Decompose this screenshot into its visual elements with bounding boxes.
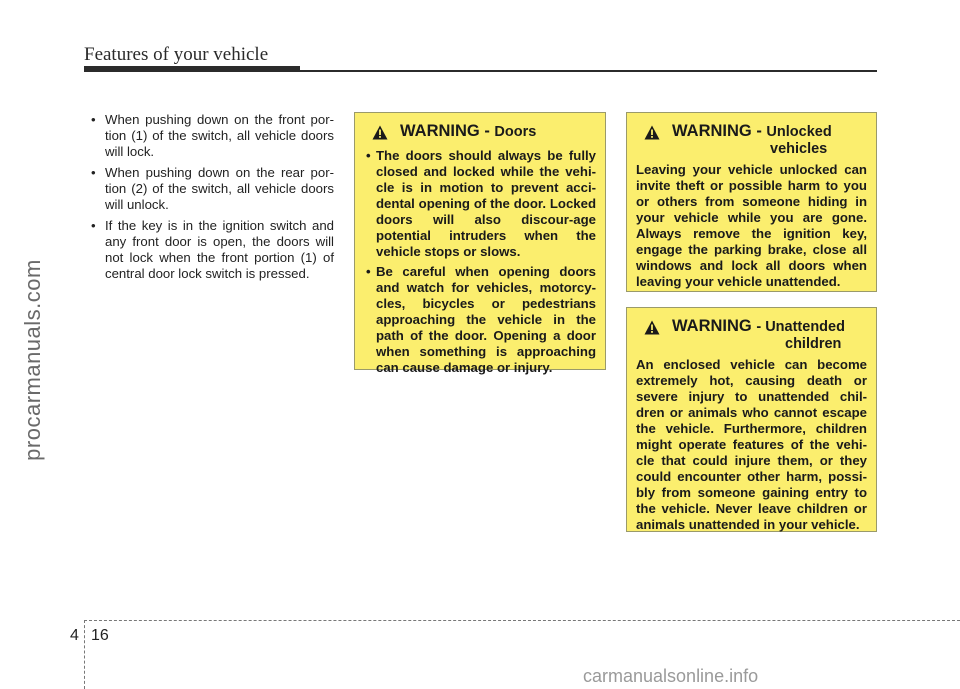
warning-box-unlocked-vehicles xyxy=(626,112,877,292)
warning-box-doors xyxy=(354,112,606,375)
warning-item: • The doors should always be fully closed and locked while the vehi-cle is in motion to prevent acci-dental opening of the door. Locked doors will also discour-age potential intruders when the vehicle stops or slows. xyxy=(364,148,596,260)
side-watermark: procarmanuals.com xyxy=(20,259,45,461)
door-lock-bullets xyxy=(84,112,334,287)
warning-subject-line2: vehicles xyxy=(770,141,828,157)
warning-subject: - Unattended xyxy=(756,319,845,335)
footer-rule xyxy=(84,620,960,621)
warning-word: WARNING - xyxy=(400,122,490,140)
warning-word: WARNING - xyxy=(672,122,762,140)
page-number: 16 xyxy=(91,627,109,644)
warning-subject-line2: children xyxy=(785,336,842,352)
warning-header xyxy=(636,122,867,158)
warning-header xyxy=(364,122,596,144)
warning-body: An enclosed vehicle can become extremely hot, causing death or severe injury to unattended chil-dren or animals who cannot escape the vehicle. Furthermore, children might operate features of the vehi-cle that could injure them, or they could encounter other harm, possi-bly from someone gaining entry to the vehicle. Never leave children or animals unattended in your vehicle. xyxy=(636,357,867,532)
warning-header xyxy=(636,317,867,353)
chapter-number: 4 xyxy=(70,627,79,644)
warning-item: • Be careful when opening doors and watch for vehicles, motorcy-cles, bicycles or pedestrians approaching the vehicle in the path of the door. Opening a door when something is approaching can cause damage or injury. xyxy=(364,264,596,376)
bullet-item: • When pushing down on the rear por-tion (2) of the switch, all vehicle doors will unlock. xyxy=(84,165,334,213)
header-rule-thin xyxy=(300,70,877,72)
bottom-watermark: carmanualsonline.info xyxy=(583,666,759,686)
warning-body: Leaving your vehicle unlocked can invite theft or possible harm to you or others from someone hiding in your vehicle while you are gone. Always remove the ignition key, engage the parking brake, close all windows and lock all doors when leaving your vehicle unattended. xyxy=(636,162,867,289)
warning-word: WARNING xyxy=(672,317,752,335)
warning-title xyxy=(672,123,832,140)
warning-triangle-icon xyxy=(644,320,660,335)
warning-title xyxy=(400,123,536,140)
warning-list xyxy=(364,148,596,376)
warning-box-unattended-children xyxy=(626,307,877,532)
bullet-item: • When pushing down on the front por-tion (1) of the switch, all vehicle doors will lock. xyxy=(84,112,334,160)
warning-triangle-icon xyxy=(644,125,660,140)
footer-divider xyxy=(84,620,85,689)
warning-subject: Doors xyxy=(494,124,537,140)
warning-title xyxy=(672,318,845,335)
page-header-title: Features of your vehicle xyxy=(84,44,269,65)
bullet-item: • If the key is in the ignition switch and any front door is open, the doors will not lock when the front portion (1) of central door lock switch is pressed. xyxy=(84,218,334,282)
header-rule-thick xyxy=(84,66,300,72)
warning-triangle-icon xyxy=(372,125,388,140)
warning-subject: Unlocked xyxy=(766,124,832,140)
